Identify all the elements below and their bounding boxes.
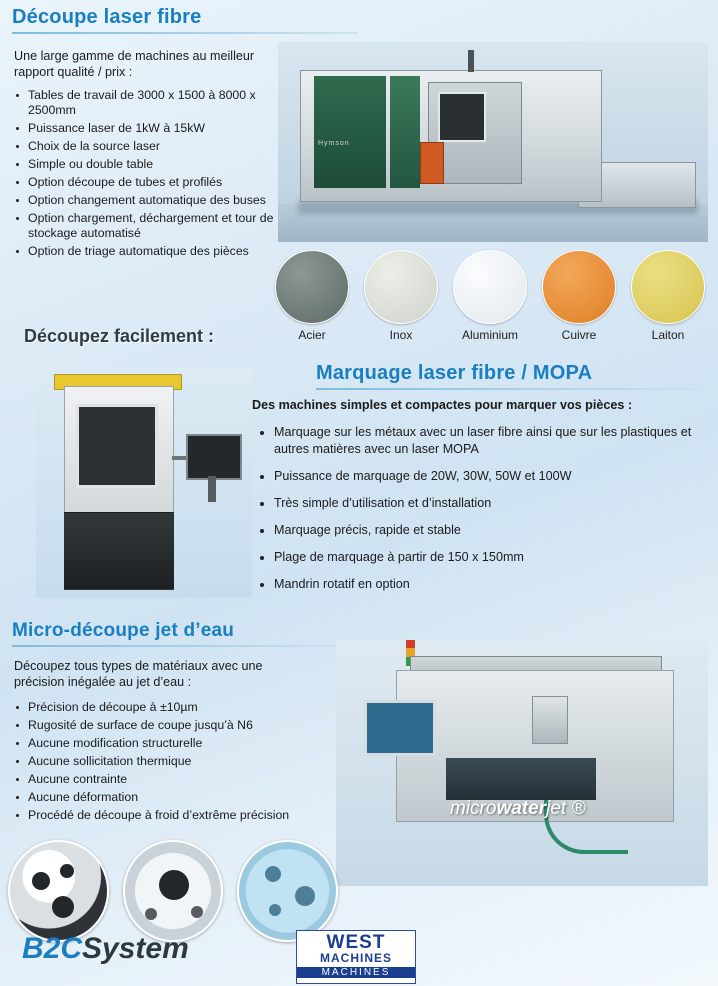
machine-brand-label: Hymson	[318, 140, 350, 147]
company-logo-rest: System	[82, 932, 189, 965]
material-label: Aluminium	[461, 328, 518, 342]
sample-hole	[269, 904, 281, 916]
sample-part-3	[237, 840, 338, 942]
marking-title-rule	[316, 388, 710, 390]
list-item: Puissance laser de 1kW à 15kW	[14, 121, 276, 136]
list-item: Option découpe de tubes et profilés	[14, 175, 276, 190]
monitor-screen	[186, 434, 242, 480]
list-item: Aucune sollicitation thermique	[14, 754, 354, 769]
list-item: Option chargement, déchargement et tour de stockage automatisé	[14, 211, 276, 241]
material-label: Laiton	[651, 328, 685, 342]
waterjet-section-title: Micro-découpe jet d’eau	[12, 620, 235, 641]
list-item: Aucune contrainte	[14, 772, 354, 787]
marking-section-header	[316, 362, 710, 390]
marking-intro-text: Des machines simples et compactes pour marquer vos pièces :	[252, 398, 633, 412]
laser-feature-list	[14, 88, 276, 262]
list-item: Plage de marquage à partir de 150 x 150mm	[256, 549, 708, 566]
west-machines-logo	[296, 930, 416, 984]
material-swatch	[453, 250, 527, 324]
marking-machine-base	[64, 512, 174, 590]
waterjet-section-header	[12, 620, 348, 647]
sample-hole	[191, 906, 203, 918]
logo-part-micro: micro	[450, 798, 497, 819]
waterjet-tank	[446, 758, 596, 800]
sample-parts-row	[8, 840, 338, 942]
material-item-acier	[272, 250, 352, 342]
machine-control-panel	[420, 142, 444, 184]
waterjet-title-rule	[12, 645, 348, 647]
list-item: Rugosité de surface de coupe jusqu’à N6	[14, 718, 354, 733]
sample-hole	[60, 864, 74, 878]
company-logo	[22, 932, 189, 966]
material-item-cuivre	[539, 250, 619, 342]
marking-section-title: Marquage laser fibre / MOPA	[316, 362, 593, 384]
machine-window	[438, 92, 486, 142]
material-swatch	[364, 250, 438, 324]
west-logo-line1: WEST	[326, 932, 386, 953]
microwaterjet-sublogo: by Daetwyler	[454, 822, 512, 833]
sample-hole	[265, 866, 281, 882]
machine-green-panel-secondary	[390, 76, 420, 188]
material-swatch	[275, 250, 349, 324]
logo-registered-mark: ®	[571, 798, 586, 819]
list-item: Précision de découpe à ±10µm	[14, 700, 354, 715]
sample-hole	[295, 886, 315, 906]
waterjet-cutting-head	[532, 696, 568, 744]
list-item: Marquage sur les métaux avec un laser fibre ainsi que sur les plastiques et autres matières avec un laser MOPA	[256, 424, 708, 458]
list-item: Tables de travail de 3000 x 1500 à 8000 x 2500mm	[14, 88, 276, 118]
list-item: Très simple d’utilisation et d’installation	[256, 495, 708, 512]
machine-green-panel	[314, 76, 386, 188]
material-item-aluminium	[450, 250, 530, 342]
laser-title-rule	[12, 32, 358, 34]
sample-hole	[145, 908, 157, 920]
waterjet-control-screen	[364, 700, 436, 756]
materials-row	[272, 250, 708, 342]
west-logo-line2: MACHINES	[319, 951, 392, 965]
material-swatch	[631, 250, 705, 324]
material-item-laiton	[628, 250, 708, 342]
sample-hole	[52, 896, 74, 918]
laser-intro-text: Une large gamme de machines au meilleur rapport qualité / prix :	[14, 49, 255, 79]
sample-hole	[159, 870, 189, 900]
sample-hole	[32, 872, 50, 890]
list-item: Aucune déformation	[14, 790, 354, 805]
list-item: Marquage précis, rapide et stable	[256, 522, 708, 539]
logo-part-jet: jet	[546, 798, 567, 819]
monitor-stand	[208, 476, 216, 502]
material-label: Cuivre	[561, 328, 597, 342]
material-label: Acier	[298, 328, 326, 342]
logo-part-water: water	[496, 798, 547, 819]
microwaterjet-logo	[450, 798, 585, 820]
company-logo-accent: B2C	[22, 932, 83, 965]
material-swatch	[542, 250, 616, 324]
list-item: Choix de la source laser	[14, 139, 276, 154]
waterjet-intro-text: Découpez tous types de matériaux avec une précision inégalée au jet d’eau :	[14, 659, 263, 689]
waterjet-machine-photo	[336, 640, 708, 886]
list-item: Option de triage automatique des pièces	[14, 244, 276, 259]
material-label: Inox	[389, 328, 413, 342]
list-item: Procédé de découpe à froid d’extrême précision	[14, 808, 354, 823]
list-item: Puissance de marquage de 20W, 30W, 50W et 100W	[256, 468, 708, 485]
list-item: Option changement automatique des buses	[14, 193, 276, 208]
laser-machine-photo	[278, 42, 708, 242]
list-item: Simple ou double table	[14, 157, 276, 172]
waterjet-feature-list	[14, 700, 354, 826]
laser-section-title: Découpe laser fibre	[12, 6, 202, 28]
list-item: Mandrin rotatif en option	[256, 576, 708, 593]
marking-cabinet-window	[76, 404, 158, 488]
marking-machine-photo	[36, 368, 252, 598]
sample-part-2	[123, 840, 224, 942]
laser-tagline: Découpez facilement :	[24, 326, 215, 346]
list-item: Aucune modification structurelle	[14, 736, 354, 751]
laser-section-header	[12, 6, 358, 34]
marking-feature-list	[256, 424, 708, 603]
sample-part-1	[8, 840, 109, 942]
west-logo-line3: MACHINES	[297, 967, 415, 978]
signal-tower-icon	[468, 50, 474, 72]
material-item-inox	[361, 250, 441, 342]
